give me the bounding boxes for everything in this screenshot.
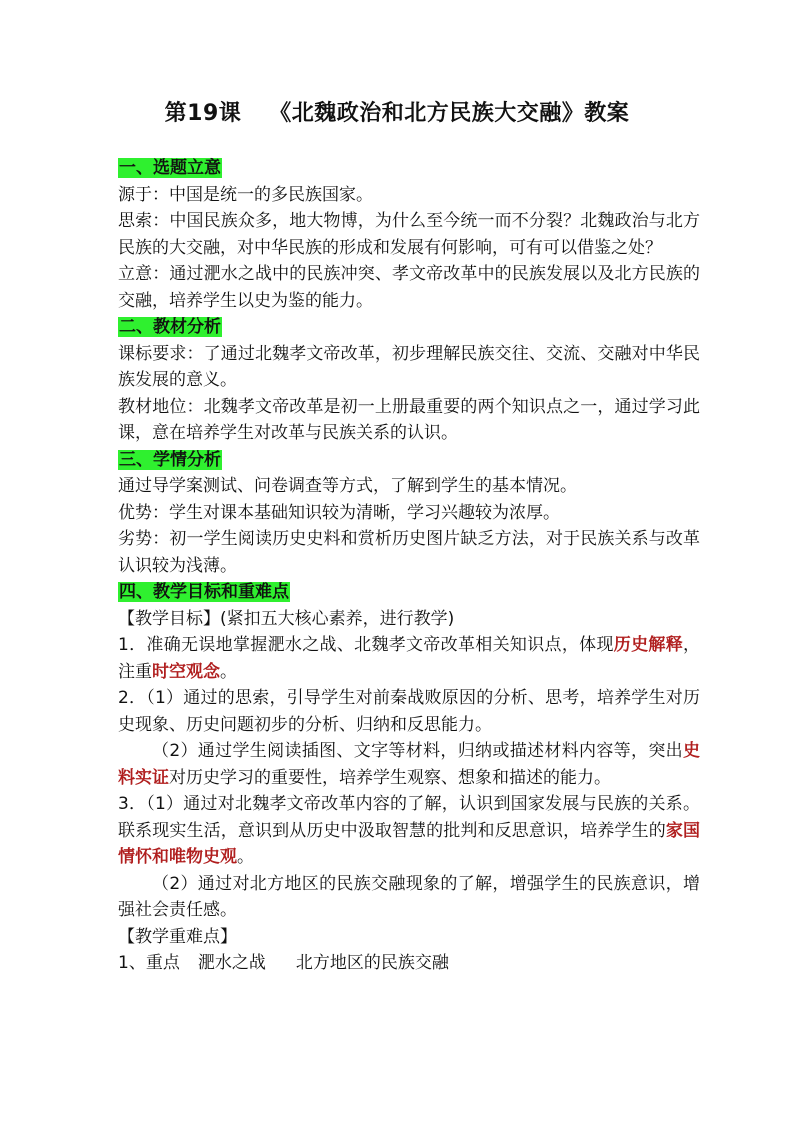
s1-source: 源于：中国是统一的多民族国家。	[118, 184, 373, 205]
goal-2-2: （2）通过学生阅读插图、文字等材料，归纳或描述材料内容等，突出史料实证对历史学习的重要性，培养学生观察、想象和描述的能力。	[118, 741, 700, 788]
goal-3-2: （2）通过对北方地区的民族交融现象的了解，增强学生的民族意识，增强社会责任感。	[118, 873, 700, 920]
section-heading-3: 三、学情分析	[119, 449, 221, 470]
s2-status: 教材地位：北魏孝文帝改革是初一上册最重要的两个知识点之一，通过学习此课，意在培养学生对改革与民族关系的认识。	[118, 396, 700, 443]
section-3	[118, 447, 700, 474]
goals-label: 【教学目标】(紧扣五大核心素养，进行教学)	[118, 608, 455, 629]
s3-weakness: 劣势：初一学生阅读历史史料和赏析历史图片缺乏方法，对于民族关系与改革认识较为浅薄。	[118, 529, 700, 576]
section-heading-4: 四、教学目标和重难点	[119, 582, 289, 602]
goal-3-1: 3．（1）通过对北魏孝文帝改革内容的了解，认识到国家发展与民族的关系。联系现实生活，意识到从历史中汲取智慧的批判和反思意识，培养学生的家国情怀和唯物史观。	[118, 794, 701, 867]
section-heading-2: 二、教材分析	[119, 317, 221, 337]
document-body	[118, 155, 700, 977]
page-title	[0, 96, 794, 127]
section-4	[118, 579, 700, 606]
key-point-1: 1、重点 淝水之战 北方地区的民族交融	[118, 953, 449, 973]
goal-2-1: 2．（1）通过的思索，引导学生对前秦战败原因的分析、思考，培养学生对历史现象、历史问题初步的分析、归纳和反思能力。	[118, 688, 700, 735]
s1-intent: 立意：通过淝水之战中的民族冲突、孝文帝改革中的民族发展以及北方民族的交融，培养学生以史为鉴的能力。	[118, 264, 700, 311]
s3-strength: 优势：学生对课本基础知识较为清晰，学习兴趣较为浓厚。	[118, 502, 560, 523]
section-1	[118, 155, 700, 182]
key-points-label: 【教学重难点】	[118, 926, 237, 947]
section-2	[118, 314, 700, 341]
goal-1: 1．准确无误地掌握淝水之战、北魏孝文帝改革相关知识点，体现历史解释，注重时空观念。	[118, 635, 700, 682]
section-heading-1: 一、选题立意	[119, 158, 221, 178]
keyword-evidence: 史料实证	[118, 741, 700, 788]
s1-think: 思索：中国民族众多，地大物博，为什么至今统一而不分裂？北魏政治与北方民族的大交融，对中华民族的形成和发展有何影响，可有可以借鉴之处？	[118, 211, 700, 258]
lesson-name: 《北魏政治和北方民族大交融》教案	[269, 101, 630, 126]
lesson-number: 第19课	[164, 101, 242, 126]
keyword-history-interpretation: 历史解释	[613, 635, 683, 655]
keyword-patriotism-materialism: 家国情怀和唯物史观	[118, 820, 701, 867]
s2-standard: 课标要求：了通过北魏孝文帝改革，初步理解民族交往、交流、交融对中华民族发展的意义。	[118, 343, 700, 390]
keyword-spacetime-concept: 时空观念	[152, 661, 220, 682]
s3-method: 通过导学案测试、问卷调查等方式，了解到学生的基本情况。	[118, 476, 577, 496]
